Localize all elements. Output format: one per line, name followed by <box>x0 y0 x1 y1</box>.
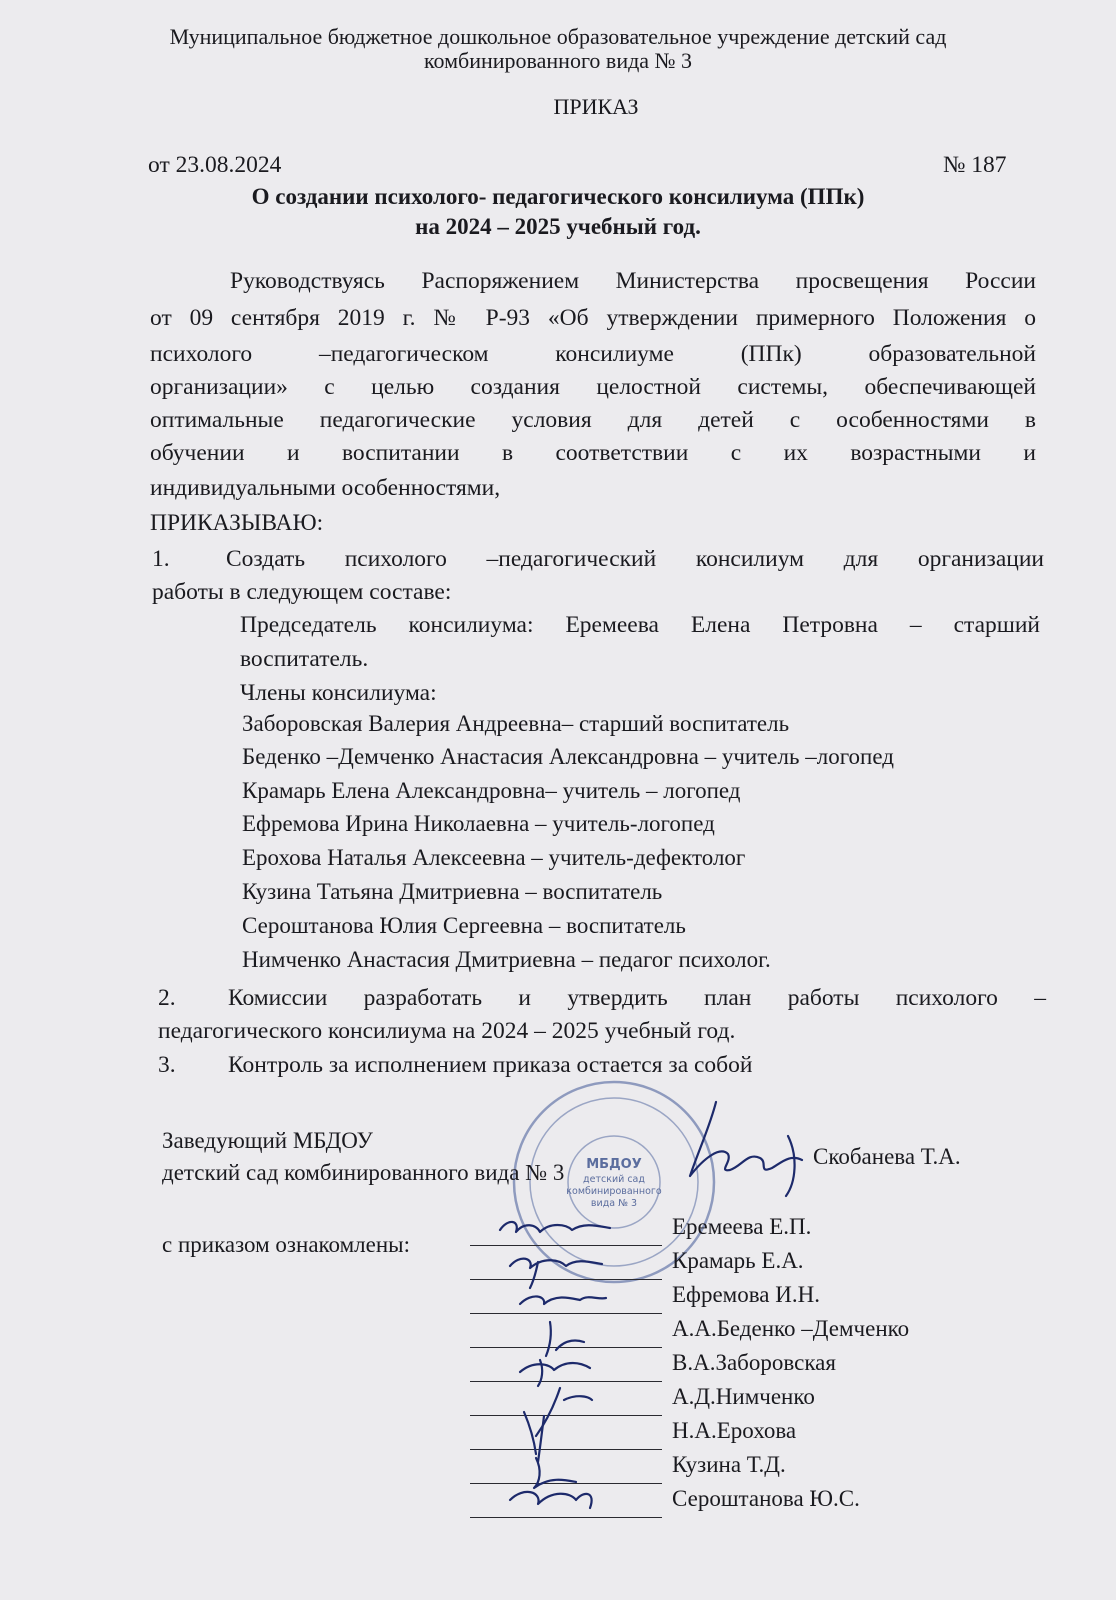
seal-text-line: вида № 3 <box>590 1198 638 1209</box>
acknowledged-name: Крамарь Е.А. <box>672 1248 804 1273</box>
preamble-line: организации» с целью создания целостной системы, обеспечивающей <box>150 374 1036 400</box>
acknowledgement-label: с приказом ознакомлены: <box>162 1232 410 1257</box>
acknowledged-name: Н.А.Ерохова <box>672 1418 797 1443</box>
acknowledged-name: В.А.Заборовская <box>672 1350 836 1375</box>
org-name-line1: Муниципальное бюджетное дошкольное образовательное учреждение детский сад <box>169 24 947 49</box>
order-number: № 187 <box>943 152 1007 178</box>
preamble-line: от 09 сентября 2019 г. № Р-93 «Об утверждении примерного Положения о <box>150 305 1036 331</box>
signatory-name: Скобанева Т.А. <box>813 1144 961 1169</box>
committee-member: Сероштанова Юлия Сергеевна – воспитатель <box>242 913 686 938</box>
item1-number: 1. <box>152 546 170 572</box>
preamble-line: Руководствуясь Распоряжением Министерства просвещения России <box>230 268 1036 294</box>
committee-member: Ефремова Ирина Николаевна – учитель-логопед <box>242 811 715 836</box>
acknowledged-name: А.А.Беденко –Демченко <box>672 1316 910 1341</box>
item1-line1: Создать психолого –педагогический консилиум для организации <box>226 546 1044 572</box>
committee-member: Беденко –Демченко Анастасия Александровна – учитель –логопед <box>242 744 894 769</box>
directive-heading: ПРИКАЗЫВАЮ: <box>150 510 324 536</box>
seal-text-line: комбинированного <box>566 1186 662 1197</box>
committee-member: Крамарь Елена Александровна– учитель – логопед <box>242 778 741 803</box>
committee-chair-line2: воспитатель. <box>240 646 369 672</box>
org-name-line2: комбинированного вида № 3 <box>423 48 693 73</box>
acknowledged-name: Кузина Т.Д. <box>672 1452 786 1477</box>
committee-chair-line1: Председатель консилиума: Еремеева Елена Петровна – старший <box>240 612 1040 638</box>
item3-text: Контроль за исполнением приказа остается за собой <box>228 1052 753 1078</box>
committee-members-heading: Члены консилиума: <box>240 680 437 706</box>
committee-member: Ерохова Наталья Алексеевна – учитель-дефектолог <box>242 845 746 870</box>
seal-center-text: МБДОУ <box>586 1157 642 1172</box>
preamble-line: обучении и воспитании в соответствии с их возрастными и <box>150 440 1036 466</box>
item1-line2: работы в следующем составе: <box>152 579 452 605</box>
seal-text-line: детский сад <box>583 1174 645 1185</box>
item2-line2: педагогического консилиума на 2024 – 2025 учебный год. <box>158 1018 736 1044</box>
signatory-position-line1: Заведующий МБДОУ <box>162 1128 373 1153</box>
preamble-line: оптимальные педагогические условия для детей с особенностями в <box>150 407 1036 433</box>
item3-number: 3. <box>158 1052 176 1078</box>
committee-member: Заборовская Валерия Андреевна– старший воспитатель <box>242 711 790 736</box>
signatory-position-line2: детский сад комбинированного вида № 3 <box>162 1160 565 1185</box>
order-subject-line1: О создании психолого- педагогического консилиума (ППк) <box>251 184 865 209</box>
item2-line1: Комиссии разработать и утвердить план работы психолого – <box>228 985 1046 1011</box>
acknowledged-name: А.Д.Нимченко <box>672 1384 815 1409</box>
order-title: ПРИКАЗ <box>553 94 639 119</box>
preamble-line: психолого –педагогическом консилиуме (ППк) образовательной <box>150 341 1036 367</box>
acknowledged-name: Еремеева Е.П. <box>672 1214 812 1239</box>
head-signature-image <box>668 1096 818 1206</box>
item2-number: 2. <box>158 985 176 1011</box>
acknowledged-name: Ефремова И.Н. <box>672 1282 820 1307</box>
order-subject-line2: на 2024 – 2025 учебный год. <box>415 214 701 239</box>
acknowledged-name: Сероштанова Ю.С. <box>672 1486 860 1511</box>
committee-member: Кузина Татьяна Дмитриевна – воспитатель <box>242 879 663 904</box>
acknowledgement-signatures-image <box>480 1200 670 1530</box>
order-date: от 23.08.2024 <box>148 152 282 178</box>
committee-member: Нимченко Анастасия Дмитриевна – педагог психолог. <box>242 947 771 972</box>
preamble-last-line: индивидуальными особенностями, <box>150 475 501 501</box>
